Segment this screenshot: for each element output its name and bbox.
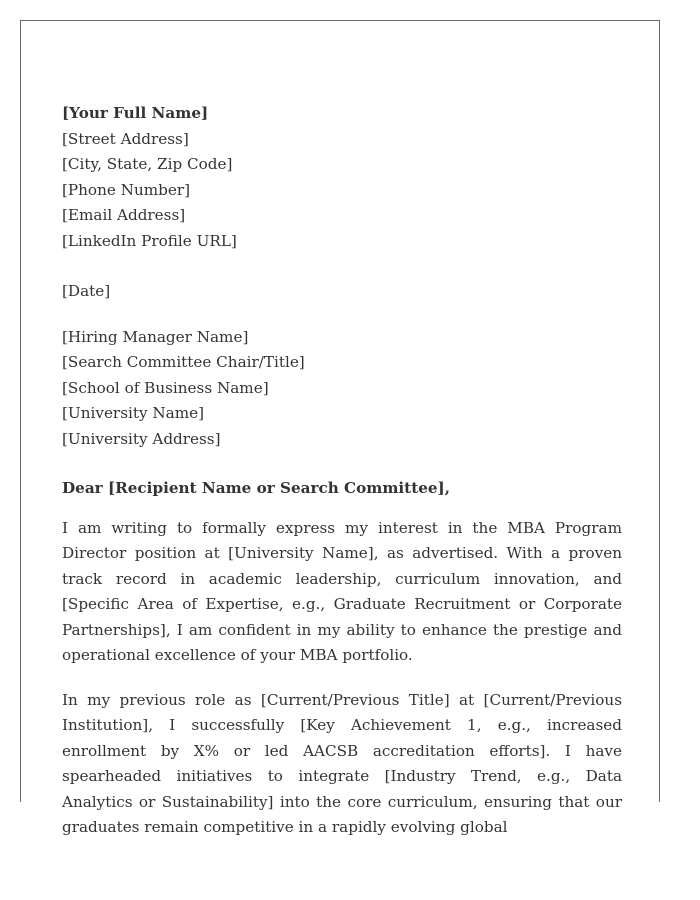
sender-street: [Street Address] xyxy=(62,129,189,148)
letter-date: [Date] xyxy=(62,282,111,300)
body-paragraph-2: In my previous role as [Current/Previous Title] at [Current/Previous Institution], I successfully [Key Achievement 1, e.g., increased enrollment by X% or led AACSB accreditation efforts]. I have spearheaded initiatives to integrate [Industry Trend, e.g., Data Analytics or Sustainability] into the core curriculum, ensuring that our graduates remain competitive in a rapidly evolving global xyxy=(62,690,622,836)
sender-linkedin: [LinkedIn Profile URL] xyxy=(62,231,237,250)
body-paragraph-1: I am writing to formally express my interest in the MBA Program Director position at [University Name], as advertised. With a proven track record in academic leadership, curriculum innovation, and [Specific Area of Expertise, e.g., Graduate Recruitment or Corporate Partnerships], I am confident in my ability to enhance the prestige and operational excellence of your MBA portfolio. xyxy=(62,518,622,664)
sender-block xyxy=(62,101,622,254)
date-block xyxy=(62,279,622,305)
sender-phone: [Phone Number] xyxy=(62,180,191,199)
recipient-university: [University Name] xyxy=(62,404,205,422)
letter-page xyxy=(20,20,660,836)
letter-body xyxy=(62,101,622,841)
recipient-address: [University Address] xyxy=(62,429,221,448)
salutation: Dear [Recipient Name or Search Committee], xyxy=(62,479,451,497)
sender-email: [Email Address] xyxy=(62,206,186,224)
salutation-block xyxy=(62,476,622,502)
recipient-block xyxy=(62,325,622,453)
recipient-school: [School of Business Name] xyxy=(62,378,269,397)
sender-name: [Your Full Name] xyxy=(62,104,209,122)
sender-city-state-zip: [City, State, Zip Code] xyxy=(62,155,233,173)
recipient-chair: [Search Committee Chair/Title] xyxy=(62,353,305,371)
recipient-manager: [Hiring Manager Name] xyxy=(62,327,249,346)
